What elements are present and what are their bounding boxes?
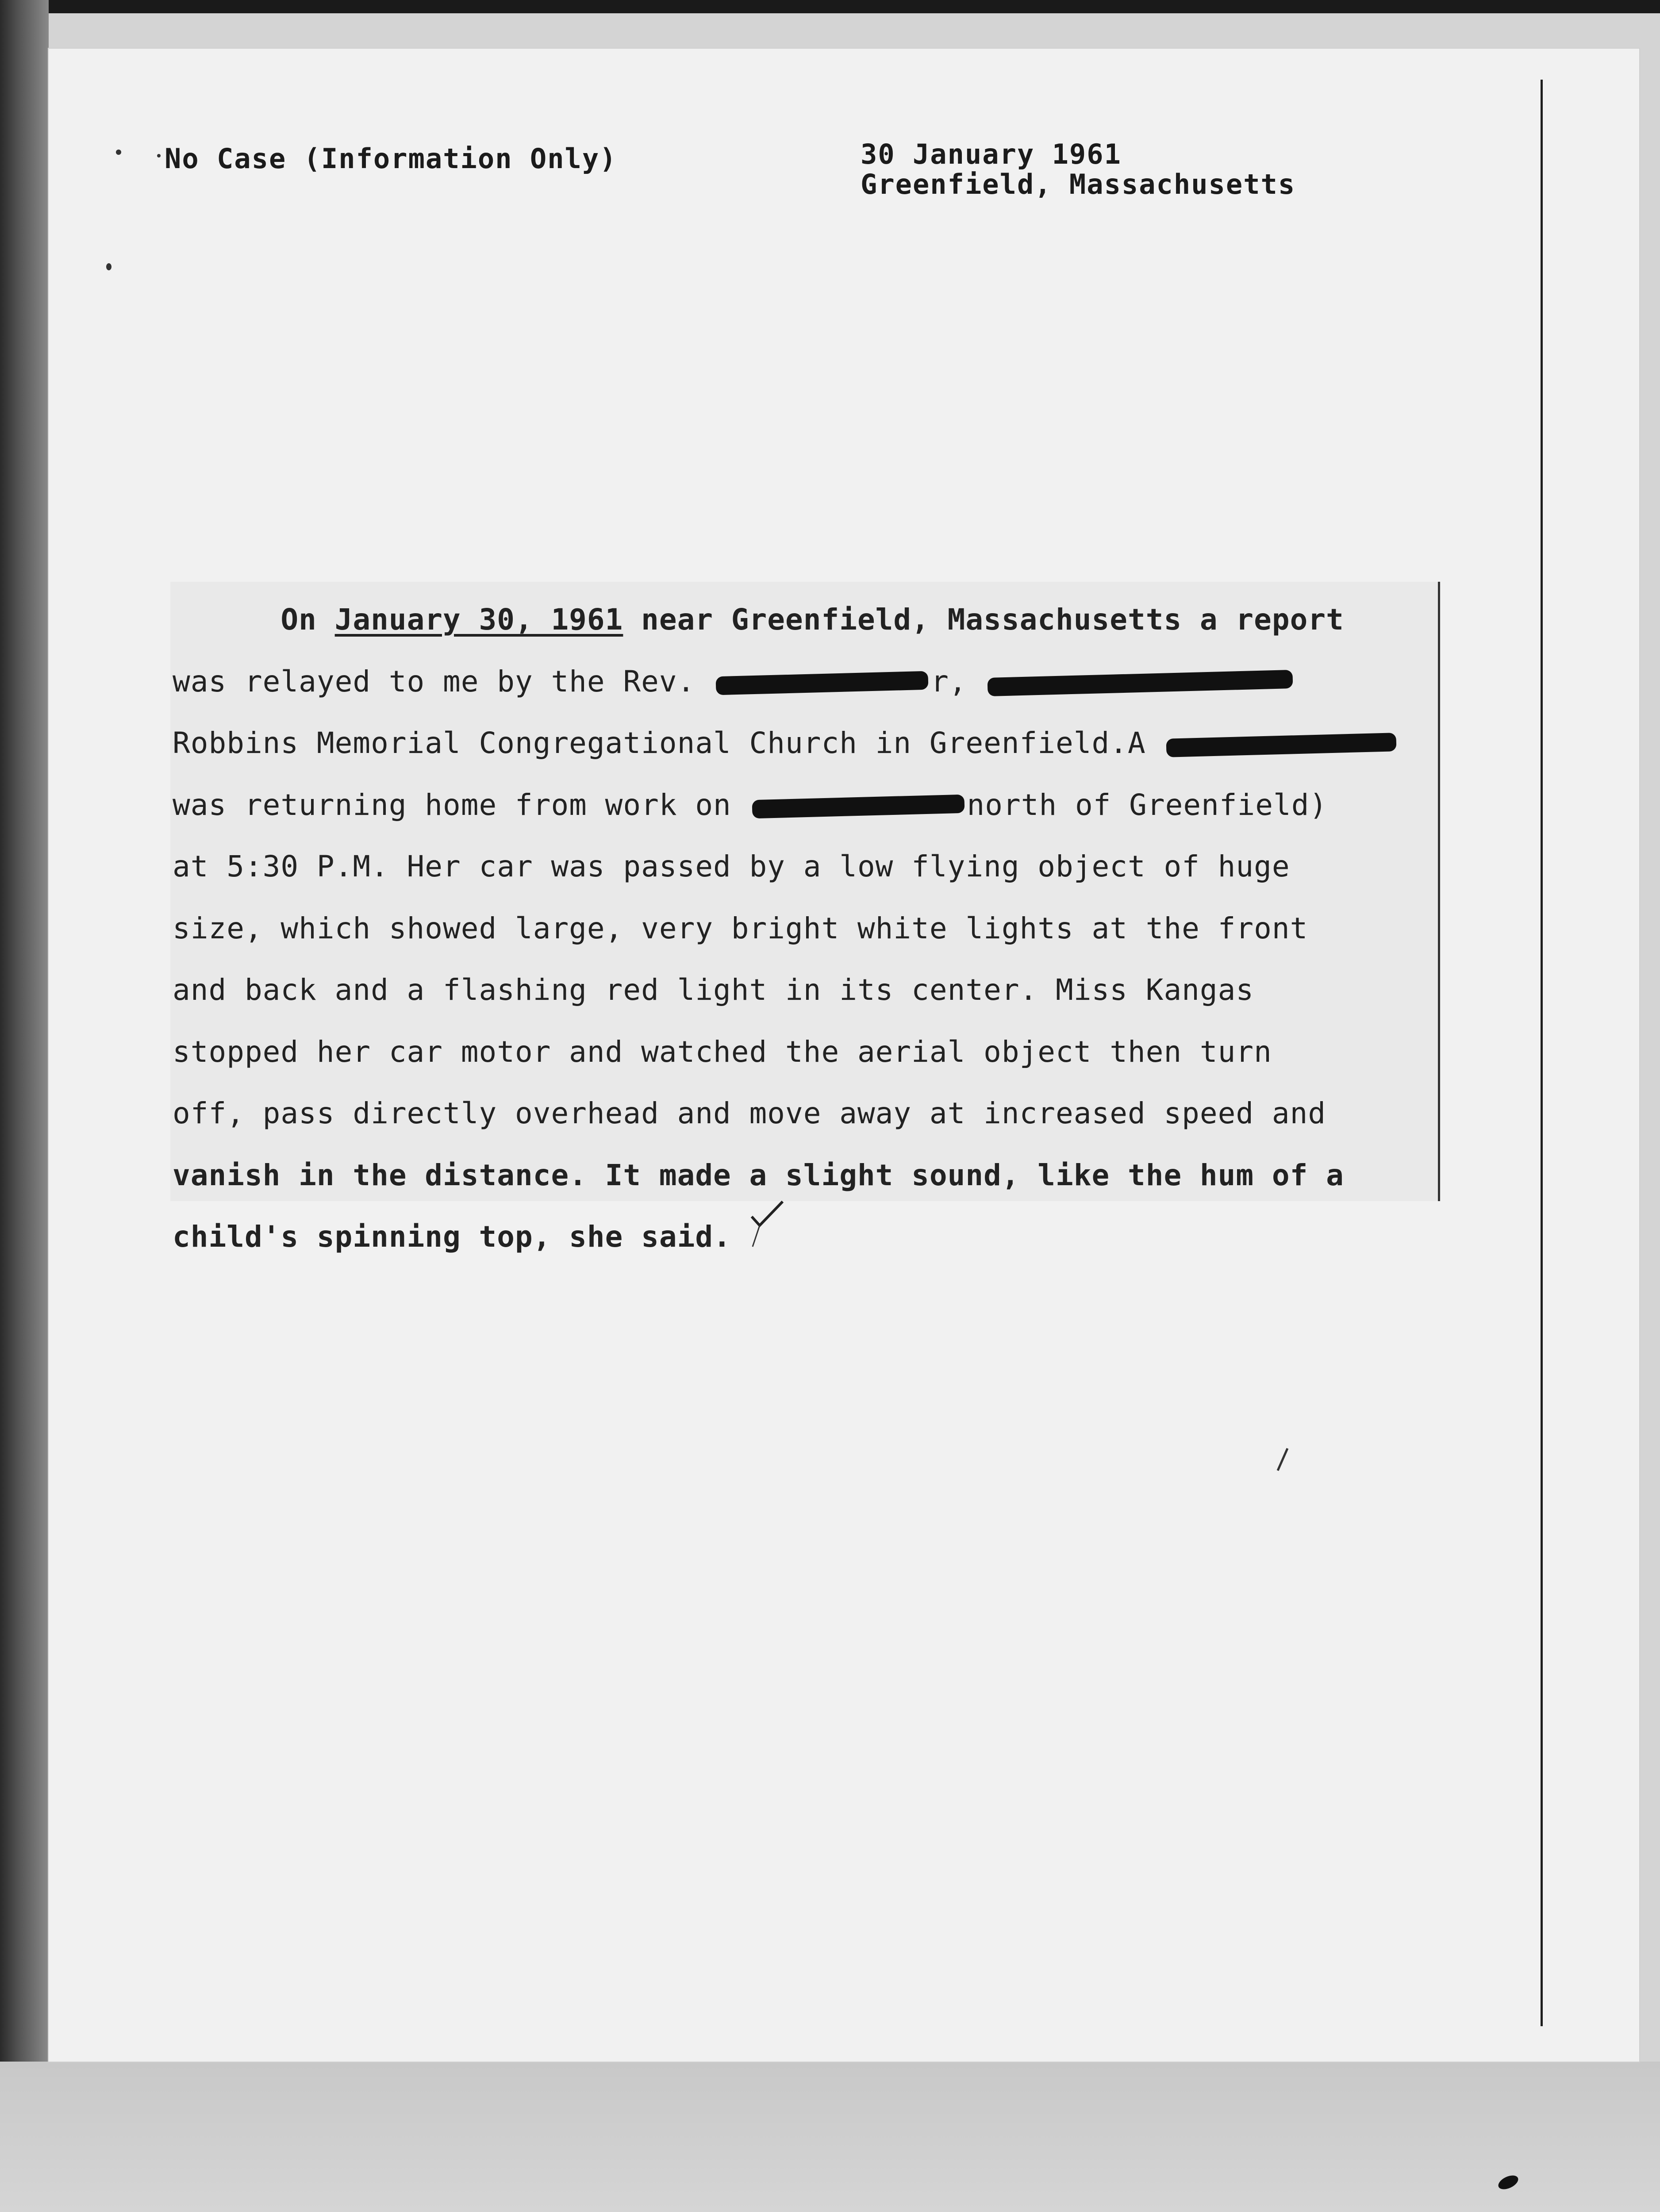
body-text-segment: and back and a flashing red light in its center. Miss Kangas xyxy=(173,973,1254,1007)
body-text-line xyxy=(173,603,1344,637)
paper-speck-icon xyxy=(106,263,111,270)
body-text-segment: On xyxy=(173,603,335,637)
redaction-bar xyxy=(1166,733,1397,757)
report-date: 30 January 1961 xyxy=(861,138,1122,170)
body-text-line xyxy=(173,1158,1344,1192)
redaction-bar xyxy=(716,671,929,695)
body-text-segment: was returning home from work on xyxy=(173,787,749,822)
check-mark-icon xyxy=(750,1200,785,1248)
scan-border-top xyxy=(0,0,1660,13)
body-text-segment: at 5:30 P.M. Her car was passed by a low flying object of huge xyxy=(173,849,1290,883)
body-text-segment: child's spinning top, she said. xyxy=(173,1220,731,1254)
body-text-segment: north of Greenfield) xyxy=(967,787,1328,822)
body-text-segment: near Greenfield, Massachusetts a report xyxy=(623,603,1344,637)
body-text-line xyxy=(173,1096,1326,1130)
body-text-line xyxy=(173,664,1295,699)
body-text-segment: vanish in the distance. It made a slight sound, like the hum of a xyxy=(173,1158,1344,1192)
case-status-label: No Case (Information Only) xyxy=(165,142,617,175)
body-text-line xyxy=(173,1220,731,1254)
body-text-line xyxy=(173,726,1399,760)
body-text-segment: r, xyxy=(931,664,985,699)
body-text-segment: off, pass directly overhead and move away at increased speed and xyxy=(173,1096,1326,1130)
stray-pen-mark-icon xyxy=(1274,1447,1292,1473)
body-text-line xyxy=(173,849,1290,883)
underlined-date: January 30, 1961 xyxy=(334,603,623,637)
body-text-line xyxy=(173,973,1254,1007)
paper-speck-icon xyxy=(157,154,161,157)
body-text-line xyxy=(173,788,1327,822)
body-text-line xyxy=(173,911,1308,945)
paper-speck-icon xyxy=(116,150,121,155)
body-text-segment: was relayed to me by the Rev. xyxy=(173,664,714,699)
body-text-segment: stopped her car motor and watched the aerial object then turn xyxy=(173,1034,1272,1069)
body-text-line xyxy=(173,1035,1272,1069)
redaction-bar xyxy=(752,795,964,819)
redaction-bar xyxy=(988,670,1293,696)
body-text-segment: Robbins Memorial Congregational Church in Greenfield.A xyxy=(173,726,1164,760)
scan-border-left xyxy=(0,0,49,2212)
body-text-segment: size, which showed large, very bright white lights at the front xyxy=(173,911,1308,945)
scan-border-bottom xyxy=(0,2062,1660,2212)
report-location: Greenfield, Massachusetts xyxy=(861,168,1296,200)
page-edge-rule xyxy=(1541,80,1543,2026)
